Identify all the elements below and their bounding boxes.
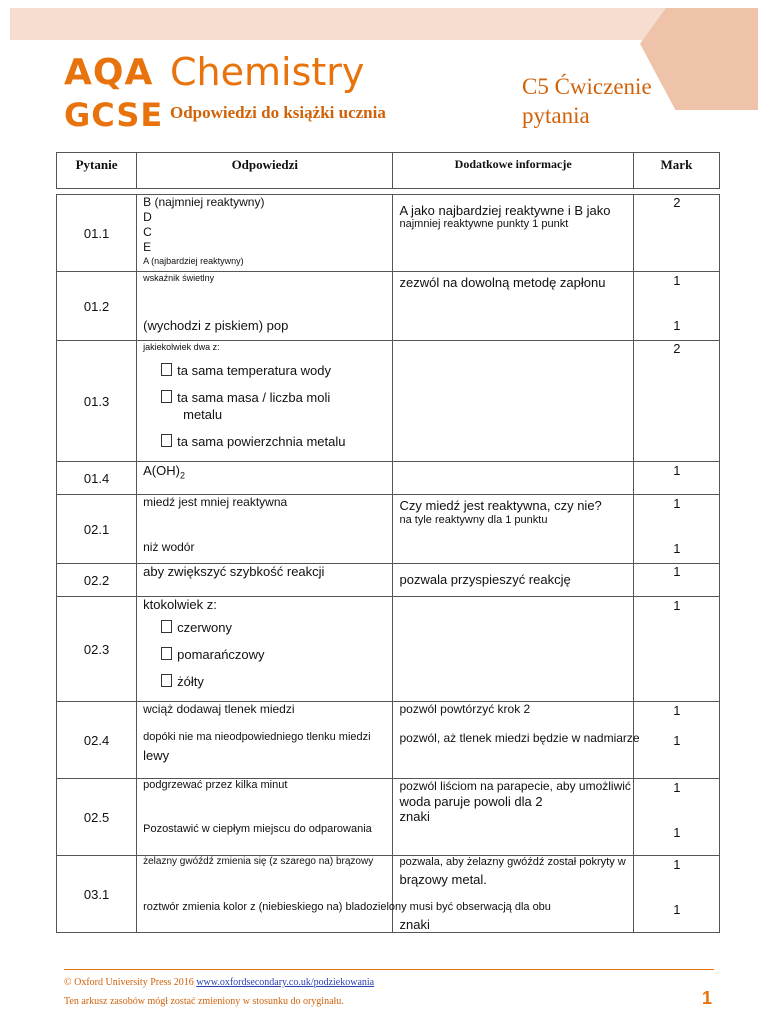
checkbox-icon <box>161 674 172 687</box>
brand-aqa: AQA <box>64 52 154 93</box>
mark-value: 1 <box>673 825 681 840</box>
mark-value: 1 <box>673 273 681 288</box>
footer-copyright <box>64 977 374 988</box>
checkbox-icon <box>161 620 172 633</box>
answer-cell <box>137 462 393 495</box>
mark-cell <box>633 597 719 702</box>
answer-line: wciąż dodawaj tlenek miedzi <box>143 702 295 716</box>
answer-cell <box>137 341 393 462</box>
info-line: pozwól, aż tlenek miedzi będzie w nadmiarze <box>399 731 640 745</box>
info-cell <box>393 195 633 272</box>
mark-value: 1 <box>673 541 681 556</box>
answer-line: podgrzewać przez kilka minut <box>143 779 288 791</box>
mark-value: 1 <box>673 564 681 579</box>
answer-line: ktokolwiek z: <box>143 597 217 612</box>
mark-cell <box>633 856 719 933</box>
question-id: 02.3 <box>57 597 137 702</box>
bullet-item <box>161 674 204 689</box>
answer-cell <box>137 564 393 597</box>
answer-cell <box>137 195 393 272</box>
mark-cell <box>633 702 719 779</box>
info-cell <box>393 856 633 933</box>
answer-line: miedź jest mniej reaktywna <box>143 495 288 509</box>
mark-cell <box>633 564 719 597</box>
header-question: Pytanie <box>57 153 137 189</box>
acknowledgements-link[interactable]: www.oxfordsecondary.co.uk/podziekowania <box>196 977 375 988</box>
question-id: 03.1 <box>57 856 137 933</box>
mark-cell <box>633 779 719 856</box>
footer-note: Ten arkusz zasobów mógł zostać zmieniony w stosunku do oryginału. <box>64 996 344 1007</box>
info-line: pozwól powtórzyć krok 2 <box>399 702 531 716</box>
bullet-continuation: metalu <box>183 407 223 422</box>
formula-text: A(OH) <box>143 463 180 478</box>
mark-value: 1 <box>673 733 681 748</box>
document-subtitle: Odpowiedzi do książki ucznia <box>170 103 386 122</box>
info-line: najmniej reaktywne punkty 1 punkt <box>399 218 569 230</box>
header-additional-info: Dodatkowe informacje <box>393 153 633 189</box>
table-row <box>57 195 720 272</box>
mark-cell <box>633 495 719 564</box>
info-cell <box>393 702 640 779</box>
footer-divider <box>64 969 714 970</box>
mark-value: 1 <box>673 902 681 917</box>
table-row <box>57 495 720 564</box>
bullet-text: czerwony <box>177 620 233 635</box>
info-line: pozwala przyspieszyć reakcję <box>399 572 571 587</box>
bullet-item <box>161 390 330 405</box>
info-line: pozwala, aby żelazny gwóźdź został pokryty w <box>399 856 626 868</box>
table-row <box>57 779 720 856</box>
bullet-text: żółty <box>177 674 204 689</box>
answer-line: niż wodór <box>143 540 195 554</box>
table-row <box>57 856 720 933</box>
info-cell <box>393 779 633 856</box>
mark-value: 2 <box>673 341 681 356</box>
bullet-text: pomarańczowy <box>177 647 265 662</box>
bullet-item <box>161 620 232 635</box>
answer-line: B (najmniej reaktywny) <box>143 195 265 209</box>
info-cell <box>393 462 633 495</box>
formula-subscript: 2 <box>179 470 185 481</box>
mark-cell <box>633 272 719 341</box>
brand-gcse: GCSE <box>64 96 164 134</box>
header-band <box>10 8 758 40</box>
answer-line: C <box>143 225 152 239</box>
info-line: pozwól liściom na parapecie, aby umożliwić <box>399 779 631 793</box>
header-mark: Mark <box>633 153 719 189</box>
info-line: brązowy metal. <box>399 872 487 887</box>
answer-line: żelazny gwóźdź zmienia się (z szarego na) brązowy <box>143 856 374 867</box>
table-row <box>57 597 720 702</box>
table-row <box>57 702 720 779</box>
answer-line: (wychodzi z piskiem) pop <box>143 318 289 333</box>
answer-line: Pozostawić w ciepłym miejscu do odparowania <box>143 823 372 835</box>
answer-line: E <box>143 240 152 254</box>
mark-value: 1 <box>673 703 681 718</box>
page-number: 1 <box>702 988 713 1008</box>
mark-cell <box>633 341 719 462</box>
page-title-line2: pytania <box>522 103 590 128</box>
mark-value: 1 <box>673 780 681 795</box>
answer-cell <box>137 495 393 564</box>
info-line: Czy miedź jest reaktywna, czy nie? <box>399 498 602 513</box>
answer-line <box>143 463 185 481</box>
mark-value: 1 <box>673 496 681 511</box>
table-header <box>56 152 720 189</box>
info-line: woda paruje powoli dla 2 <box>399 794 543 809</box>
answer-line: aby zwiększyć szybkość reakcji <box>143 564 325 579</box>
checkbox-icon <box>161 390 172 403</box>
answer-cell <box>137 272 393 341</box>
info-cell <box>393 272 633 341</box>
subject-title: Chemistry <box>170 50 365 94</box>
answer-cell <box>137 597 393 702</box>
bullet-item <box>161 363 331 378</box>
answer-line: lewy <box>143 748 170 763</box>
question-id: 01.1 <box>57 195 137 272</box>
info-cell <box>393 597 633 702</box>
question-id: 01.3 <box>57 341 137 462</box>
bullet-item <box>161 434 345 449</box>
info-cell <box>393 341 633 462</box>
bullet-item <box>161 647 264 662</box>
question-id: 01.4 <box>57 462 137 495</box>
page-title-line1: C5 Ćwiczenie <box>522 74 652 99</box>
checkbox-icon <box>161 363 172 376</box>
mark-cell <box>633 462 719 495</box>
info-line: znaki <box>399 809 430 824</box>
mark-value: 1 <box>673 857 681 872</box>
answer-line: D <box>143 210 152 224</box>
mark-value: 1 <box>673 318 681 333</box>
answer-line: wskaźnik świetlny <box>143 273 215 283</box>
page-title <box>522 72 722 130</box>
answer-line: roztwór zmienia kolor z (niebieskiego na) bladozielony musi być obserwacją dla obu <box>143 901 551 913</box>
info-cell <box>393 564 633 597</box>
info-line: zezwól na dowolną metodę zapłonu <box>399 275 606 290</box>
table-row <box>57 341 720 462</box>
answer-line: dopóki nie ma nieodpowiedniego tlenku miedzi <box>143 731 371 743</box>
mark-cell <box>633 195 719 272</box>
answer-line: jakiekolwiek dwa z: <box>143 342 220 352</box>
question-id: 01.2 <box>57 272 137 341</box>
mark-value: 2 <box>673 195 681 210</box>
table-row <box>57 564 720 597</box>
header-answers: Odpowiedzi <box>137 153 393 189</box>
checkbox-icon <box>161 434 172 447</box>
table-row <box>57 462 720 495</box>
mark-value: 1 <box>673 598 681 613</box>
answer-cell <box>137 779 393 856</box>
mark-value: 1 <box>673 463 681 478</box>
question-id: 02.1 <box>57 495 137 564</box>
info-line: A jako najbardziej reaktywne i B jako <box>399 203 611 218</box>
question-id: 02.4 <box>57 702 137 779</box>
answers-table <box>56 194 720 933</box>
copyright-text: © Oxford University Press 2016 <box>64 977 194 988</box>
answer-cell <box>137 702 393 779</box>
bullet-text: ta sama temperatura wody <box>177 363 332 378</box>
question-id: 02.5 <box>57 779 137 856</box>
question-id: 02.2 <box>57 564 137 597</box>
checkbox-icon <box>161 647 172 660</box>
info-line: znaki <box>399 917 430 932</box>
table-row <box>57 272 720 341</box>
bullet-text: ta sama powierzchnia metalu <box>177 434 346 449</box>
answer-line: A (najbardziej reaktywny) <box>143 256 244 266</box>
bullet-text: ta sama masa / liczba moli <box>177 390 331 405</box>
info-line: na tyle reaktywny dla 1 punktu <box>399 514 548 526</box>
info-cell <box>393 495 633 564</box>
